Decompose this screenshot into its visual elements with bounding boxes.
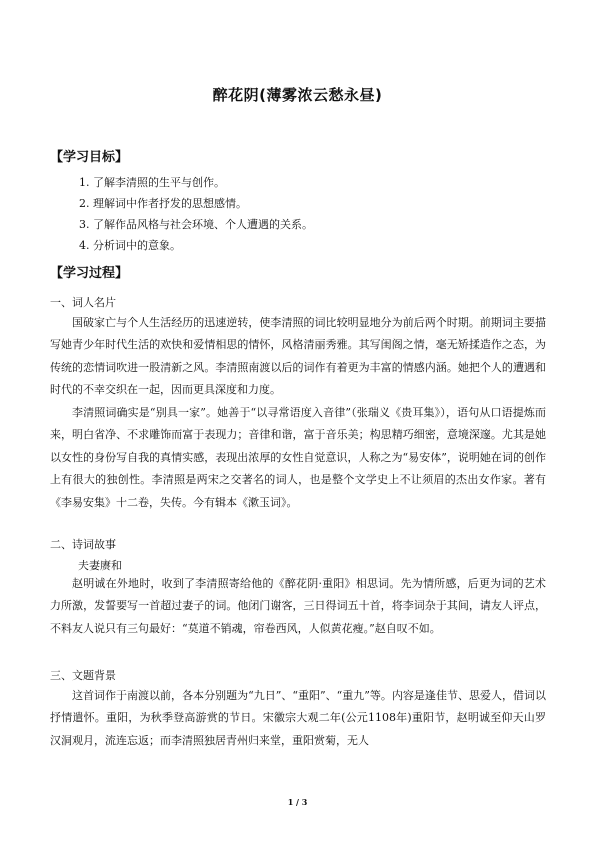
goal-item-1: 1. 了解李清照的生平与创作。 bbox=[79, 176, 225, 189]
goal-item-3: 3. 了解作品风格与社会环境、个人遭遇的关系。 bbox=[79, 218, 313, 231]
document-title: 醉花阴(薄雾浓云愁永昼) bbox=[212, 86, 383, 104]
goals-heading: 【学习目标】 bbox=[50, 150, 129, 165]
section1-paragraph-1: 国破家亡与个人生活经历的迅速逆转，使李清照的词比较明显地分为前后两个时期。前期词主要描写她青少年时代生活的欢快和爱情相思的情怀，风格清丽秀雅。其写闺阁之情，毫无矫揉造作之态，为传统的恋情词吹进一股清新之风。李清照南渡以后的词作有着更为丰富的情感内涵。她把个人的遭遇和时代的不幸交织在一起，因而更具深度和力度。 bbox=[50, 316, 546, 397]
section2-heading: 二、诗词故事 bbox=[50, 538, 116, 551]
section1-heading: 一、词人名片 bbox=[50, 296, 116, 309]
section2-paragraph-1: 赵明诚在外地时，收到了李清照寄给他的《醉花阴·重阳》相思词。先为情所感，后更为词的艺术力所激，发誓要写一首超过妻子的词。他闭门谢客，三日得词五十首，将李词杂于其间，请友人评点，不料友人说只有三句最好：“莫道不销魂，帘卷西风，人似黄花瘦。”赵自叹不如。 bbox=[50, 577, 546, 635]
section3-heading: 三、文题背景 bbox=[50, 669, 116, 682]
goal-item-2: 2. 理解词中作者抒发的思想感情。 bbox=[79, 197, 247, 210]
process-heading: 【学习过程】 bbox=[50, 266, 129, 281]
goal-item-4: 4. 分析词中的意象。 bbox=[79, 239, 181, 252]
page-number: 1 / 3 bbox=[287, 797, 308, 807]
story-title: 夫妻赓和 bbox=[78, 559, 122, 572]
section1-paragraph-2: 李清照词确实是“别具一家”。她善于“以寻常语度入音律”（张瑞义《贵耳集》），语句从口语提炼而来，明白省净、不求雕饰而富于表现力；音律和谐，富于音乐美；构思精巧细密，意境深邃。尤其是她以女性的身份写自我的真情实感，表现出浓厚的女性自觉意识，人称之为“易安体”，说明她在词的创作上有很大的独创性。李清照是两宋之交著名的词人，也是整个文学史上不让须眉的杰出女作家。著有《李易安集》十二卷，失传。今有辑本《漱玉词》。 bbox=[50, 406, 546, 509]
section3-paragraph-1: 这首词作于南渡以前，各本分别题为“九日”、“重阳”、“重九”等。内容是逢佳节、思爱人，借词以抒情遣怀。重阳，为秋季登高游赏的节日。宋徽宗大观二年(公元1108年)重阳节，赵明诚至仰天山罗汉洞观月，流连忘返；而李清照独居青州归来堂，重阳赏菊，无人 bbox=[50, 689, 546, 747]
